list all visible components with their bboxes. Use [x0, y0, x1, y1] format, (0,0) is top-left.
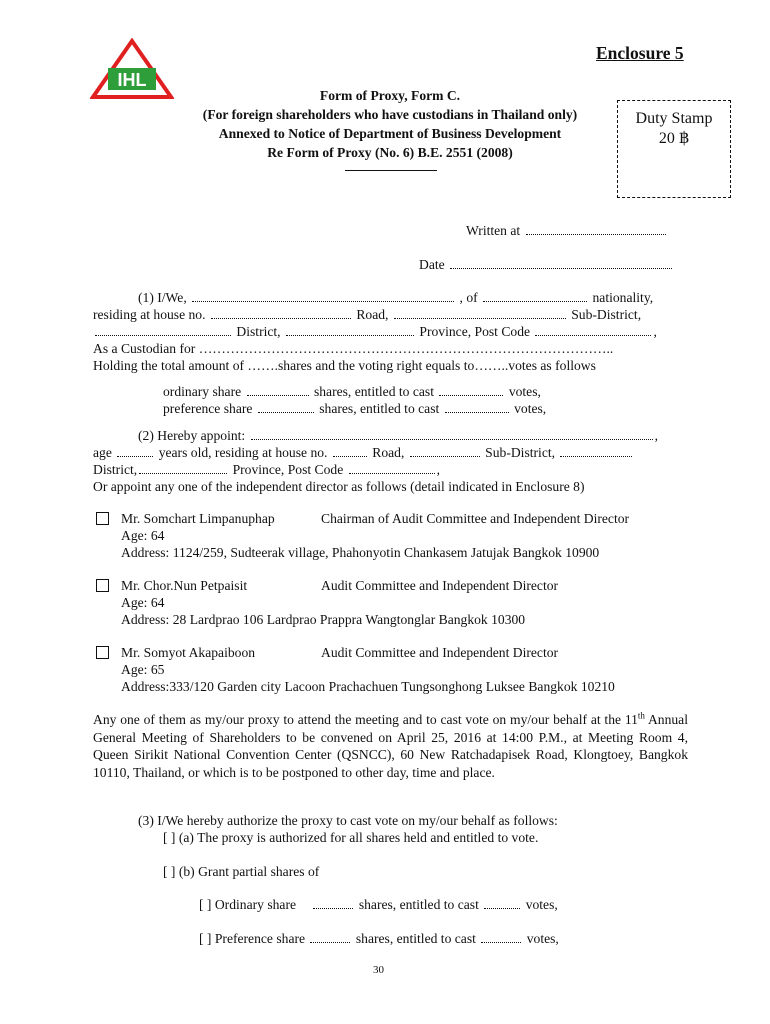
proxy-subdistrict-field[interactable]	[560, 445, 632, 457]
director-3-name: Mr. Somyot Akapaiboon	[121, 645, 256, 660]
preference-share-label: preference share	[163, 401, 253, 416]
age-label: age	[93, 445, 112, 460]
ordinary-share-label: ordinary share	[163, 384, 242, 399]
shares-entitled-label: shares, entitled to cast	[319, 401, 440, 416]
written-at-field[interactable]	[526, 223, 666, 235]
nationality-label: nationality,	[592, 290, 654, 305]
director-2-age: Age: 64	[121, 595, 165, 610]
province-label: Province, Post Code	[419, 324, 531, 339]
votes-label: votes,	[508, 384, 541, 399]
shares-entitled-label: shares, entitled to cast	[355, 931, 476, 946]
comma: ,	[654, 428, 659, 443]
preference-share-option	[199, 930, 559, 947]
proxy-house-field[interactable]	[333, 445, 367, 457]
ordinary-share-row	[163, 383, 541, 400]
date-row	[419, 256, 674, 273]
district-label: District,	[236, 324, 281, 339]
proxy-paragraph-part2: Annual General Meeting of Shareholders to be convened on April 25, 2016 at 14:00 P.M., at Meeting Room 4, Queen Sirikit National Convention Center (QSNCC), 60 New Ratchadapisek Road, Klongtoey, Bangkok 10110, Thailand, or which is to be postponed to other day, time and place.	[93, 712, 688, 780]
form-title	[150, 86, 630, 162]
of-label: , of	[459, 290, 478, 305]
name-field[interactable]	[192, 290, 454, 302]
section1-line1	[138, 289, 653, 306]
shares-entitled-label: shares, entitled to cast	[313, 384, 434, 399]
proxy-district-field[interactable]	[139, 462, 227, 474]
director-2-checkbox[interactable]	[96, 579, 109, 592]
logo-text: IHL	[117, 70, 147, 90]
preference-share-row	[163, 400, 546, 417]
residing-label: residing at house no.	[93, 307, 206, 322]
title-line-4: Re Form of Proxy (No. 6) B.E. 2551 (2008)	[267, 145, 513, 160]
iwe-label: (1) I/We,	[138, 290, 187, 305]
title-line-2: (For foreign shareholders who have custodians in Thailand only)	[202, 107, 578, 122]
proxy-age-field[interactable]	[117, 445, 153, 457]
years-old-label: years old, residing at house no.	[158, 445, 328, 460]
director-2-position: Audit Committee and Independent Director	[321, 578, 559, 593]
option-ordinary-shares-field[interactable]	[313, 897, 353, 909]
proxy-postcode-field[interactable]	[349, 462, 435, 474]
ordinal-suffix: th	[637, 710, 645, 721]
title-line-1: Form of Proxy, Form C.	[319, 88, 461, 103]
ordinary-votes-field[interactable]	[439, 384, 503, 396]
ordinary-share-checkbox[interactable]: [ ] Ordinary share	[199, 897, 297, 912]
duty-stamp-box	[617, 100, 731, 198]
option-a[interactable]: [ ] (a) The proxy is authorized for all shares held and entitled to vote.	[163, 830, 539, 845]
preference-share-checkbox[interactable]: [ ] Preference share	[199, 931, 306, 946]
page-number: 30	[373, 964, 384, 976]
appoint-label: (2) Hereby appoint:	[138, 428, 246, 443]
section3-intro: (3) I/We hereby authorize the proxy to cast vote on my/our behalf as follows:	[138, 813, 558, 828]
appoint-line	[138, 427, 658, 444]
option-preference-votes-field[interactable]	[481, 931, 521, 943]
proxy-paragraph	[93, 711, 688, 781]
written-at-row	[466, 222, 668, 239]
of-field[interactable]	[483, 290, 587, 302]
road-label: Road,	[356, 307, 389, 322]
stamp-amount: 20 ฿	[658, 130, 690, 147]
date-field[interactable]	[450, 257, 672, 269]
comma: ,	[436, 462, 441, 477]
proxy-district-line	[93, 461, 440, 478]
votes-label: votes,	[525, 897, 558, 912]
director-1-position: Chairman of Audit Committee and Independent Director	[321, 511, 630, 526]
votes-label: votes,	[514, 401, 547, 416]
option-b[interactable]: [ ] (b) Grant partial shares of	[163, 864, 320, 879]
title-rule	[345, 170, 437, 171]
province-label: Province, Post Code	[232, 462, 344, 477]
director-3-position: Audit Committee and Independent Director	[321, 645, 559, 660]
postcode-field[interactable]	[535, 324, 651, 336]
director-1-name: Mr. Somchart Limpanuphap	[121, 511, 275, 526]
ordinary-share-option	[199, 896, 558, 913]
director-1-age: Age: 64	[121, 528, 165, 543]
section1-line3	[93, 323, 657, 340]
proxy-name-field[interactable]	[251, 428, 653, 440]
director-2-name: Mr. Chor.Nun Petpaisit	[121, 578, 248, 593]
province-field[interactable]	[286, 324, 414, 336]
road-field[interactable]	[394, 307, 566, 319]
subdistrict-label: Sub-District,	[485, 445, 556, 460]
ordinary-share-field[interactable]	[247, 384, 309, 396]
comma: ,	[653, 324, 657, 339]
option-preference-shares-field[interactable]	[310, 931, 350, 943]
preference-votes-field[interactable]	[445, 401, 509, 413]
director-2-address: Address: 28 Lardprao 106 Lardprao Prappra Wangtonglar Bangkok 10300	[121, 612, 526, 627]
written-at-label: Written at	[466, 223, 521, 238]
holding-line: Holding the total amount of …….shares and the voting right equals to……..votes as follows	[93, 358, 596, 373]
votes-label: votes,	[526, 931, 559, 946]
custodian-line: As a Custodian for ………………………………………………………………………………..	[93, 341, 614, 356]
option-ordinary-votes-field[interactable]	[484, 897, 520, 909]
house-no-field[interactable]	[211, 307, 351, 319]
director-1-checkbox[interactable]	[96, 512, 109, 525]
shares-entitled-label: shares, entitled to cast	[358, 897, 479, 912]
proxy-road-field[interactable]	[410, 445, 480, 457]
or-appoint-line: Or appoint any one of the independent director as follows (detail indicated in Enclosure 8)	[93, 479, 585, 494]
title-line-3: Annexed to Notice of Department of Business Development	[218, 126, 562, 141]
stamp-label: Duty Stamp	[635, 110, 713, 127]
enclosure-label: Enclosure 5	[596, 43, 684, 63]
director-3-checkbox[interactable]	[96, 646, 109, 659]
section1-line2	[93, 306, 641, 323]
director-3-age: Age: 65	[121, 662, 165, 677]
district-label: District,	[93, 462, 138, 477]
district-field[interactable]	[95, 324, 231, 336]
road-label: Road,	[372, 445, 405, 460]
proxy-paragraph-part1: Any one of them as my/our proxy to attend the meeting and to cast vote on my/our behalf at the 11	[93, 712, 638, 727]
date-label: Date	[419, 257, 445, 272]
preference-share-field[interactable]	[258, 401, 314, 413]
director-3-address: Address:333/120 Garden city Lacoon Prachachuen Tungsonghong Luksee Bangkok 10210	[121, 679, 615, 694]
director-1-address: Address: 1124/259, Sudteerak village, Phahonyotin Chankasem Jatujak Bangkok 10900	[121, 545, 600, 560]
proxy-address-line	[93, 444, 634, 461]
subdistrict-label: Sub-District,	[571, 307, 642, 322]
